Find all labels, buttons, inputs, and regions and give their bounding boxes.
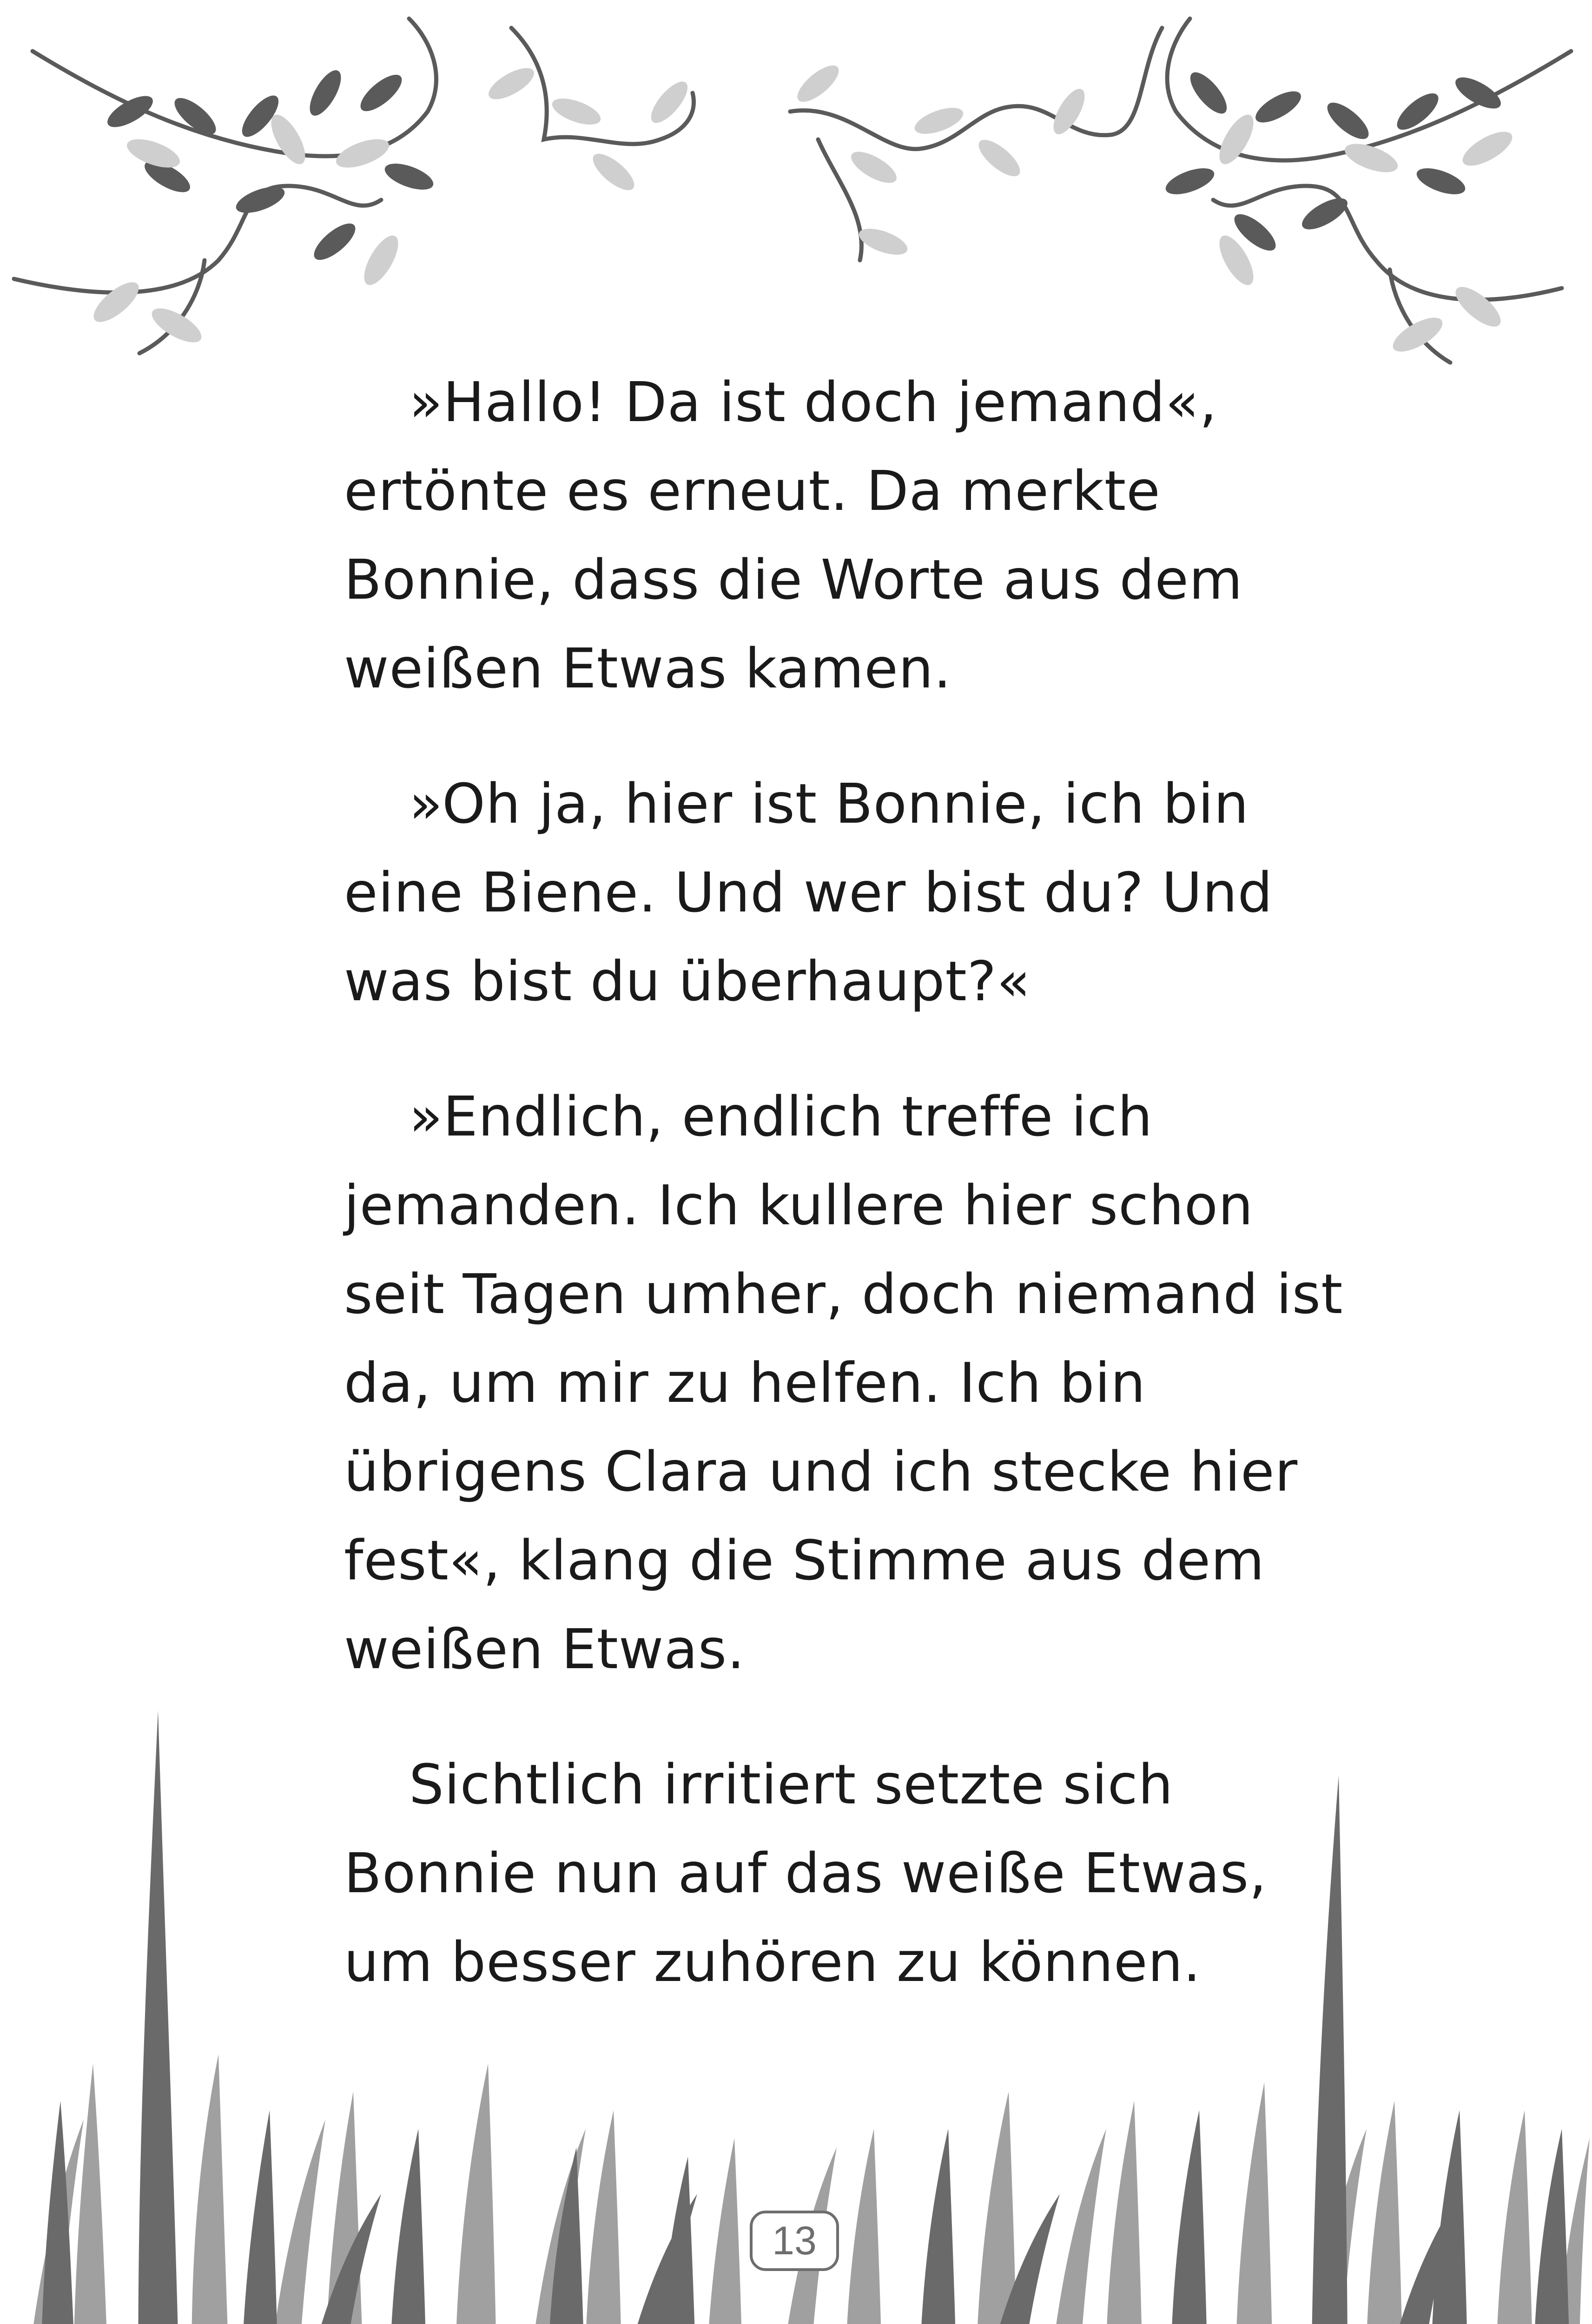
text-line: übrigens Clara und ich stecke hier [344,1439,1298,1504]
text-line: Bonnie nun auf das weiße Etwas, [344,1841,1267,1905]
text-line: jemanden. Ich kullere hier schon [344,1173,1254,1237]
text-line: weißen Etwas kamen. [344,636,952,700]
text-line: weißen Etwas. [344,1617,745,1681]
text-line: da, um mir zu helfen. Ich bin [344,1351,1146,1415]
text-line: was bist du überhaupt?« [344,949,1031,1013]
paragraph [279,759,1348,1026]
vine-leaves-illustration [0,0,1592,400]
paragraph [279,358,1348,713]
text-line: »Endlich, endlich treffe ich [409,1084,1153,1149]
text-line: »Hallo! Da ist doch jemand«, [409,370,1217,434]
text-line: seit Tagen umher, doch niemand ist [344,1262,1343,1326]
text-line: Bonnie, dass die Worte aus dem [344,548,1243,612]
paragraph [279,1072,1348,1694]
text-line: eine Biene. Und wer bist du? Und [344,860,1273,924]
text-line: ertönte es erneut. Da merkte [344,459,1161,523]
text-line: Sichtlich irritiert setzte sich [409,1752,1174,1816]
text-line: fest«, klang die Stimme aus dem [344,1528,1265,1592]
page-number: 13 [750,2211,839,2271]
text-line: »Oh ja, hier ist Bonnie, ich bin [409,772,1249,836]
text-line: um besser zuhören zu können. [344,1930,1201,1994]
